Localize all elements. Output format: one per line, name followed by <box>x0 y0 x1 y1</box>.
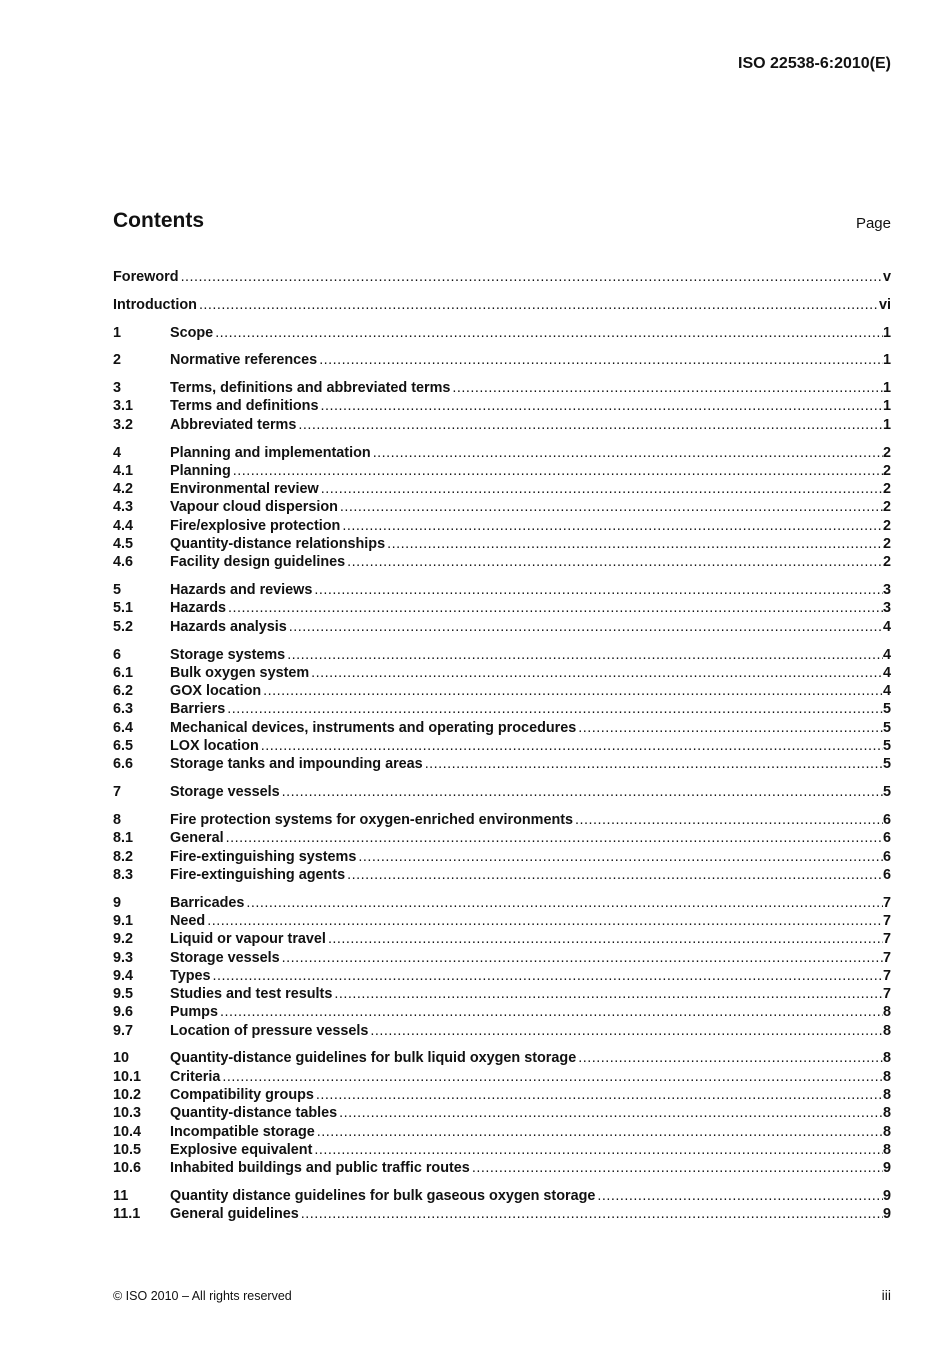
toc-entry-page: 8 <box>882 1022 891 1039</box>
toc-dot-leader <box>220 1068 883 1086</box>
toc-entry-page: 1 <box>882 416 891 433</box>
toc-entry-page: 2 <box>882 444 891 461</box>
toc-entry-page: 9 <box>882 1206 891 1223</box>
toc-entry-number: 4.5 <box>113 536 134 553</box>
toc-entry[interactable] <box>113 416 891 434</box>
toc-entry-number: 9.6 <box>113 1004 134 1021</box>
toc-entry-page: 5 <box>882 784 891 801</box>
toc-dot-leader <box>371 444 883 462</box>
copyright-notice: © ISO 2010 – All rights reserved <box>113 1289 292 1303</box>
page-title: Contents <box>113 209 204 232</box>
toc-dot-leader <box>259 737 883 755</box>
toc-entry-title: Fire-extinguishing systems <box>170 848 357 865</box>
toc-dot-leader <box>309 664 883 682</box>
toc-dot-leader <box>317 351 883 369</box>
toc-dot-leader <box>450 379 883 397</box>
toc-dot-leader <box>337 1104 883 1122</box>
toc-entry[interactable] <box>113 268 891 286</box>
toc-entry[interactable] <box>113 1022 891 1040</box>
toc-dot-leader <box>332 985 883 1003</box>
toc-entry[interactable] <box>113 1159 891 1177</box>
toc-dot-leader <box>197 296 879 314</box>
toc-dot-leader <box>318 397 883 415</box>
toc-dot-leader <box>315 1123 883 1141</box>
toc-entry[interactable] <box>113 700 891 718</box>
toc-entry-title: Normative references <box>170 352 318 369</box>
toc-entry-number: 4.6 <box>113 554 134 571</box>
toc-entry-page: 4 <box>882 664 891 681</box>
page-number: iii <box>881 1287 891 1303</box>
toc-dot-leader <box>314 1086 883 1104</box>
toc-dot-leader <box>225 700 883 718</box>
toc-entry-page: 2 <box>882 554 891 571</box>
toc-dot-leader <box>226 599 883 617</box>
toc-dot-leader <box>280 783 883 801</box>
toc-entry-page: 8 <box>882 1004 891 1021</box>
toc-dot-leader <box>213 324 883 342</box>
toc-dot-leader <box>576 1049 883 1067</box>
toc-entry[interactable] <box>113 930 891 948</box>
toc-entry-number: 5 <box>113 582 122 599</box>
toc-entry-title: GOX location <box>170 683 262 700</box>
toc-entry-title: Vapour cloud dispersion <box>170 499 338 516</box>
toc-entry-title: Environmental review <box>170 481 319 498</box>
toc-entry-page: 7 <box>882 967 891 984</box>
toc-entry-number: 9.1 <box>113 912 134 929</box>
toc-entry-title: LOX location <box>170 738 259 755</box>
toc-entry-number: 4 <box>113 444 122 461</box>
toc-entry-number: 11 <box>113 1188 129 1205</box>
toc-entry-number: 4.1 <box>113 462 134 479</box>
toc-entry-title: Quantity distance guidelines for bulk gaseous oxygen storage <box>170 1188 596 1205</box>
toc-dot-leader <box>280 949 883 967</box>
toc-entry-title: Incompatible storage <box>170 1123 315 1140</box>
toc-entry-number: 6.3 <box>113 701 134 718</box>
toc-entry-number: 8 <box>113 811 122 828</box>
toc-entry[interactable] <box>113 811 891 829</box>
toc-entry-page: vi <box>878 296 891 313</box>
toc-entry[interactable] <box>113 581 891 599</box>
toc-dot-leader <box>231 462 883 480</box>
toc-entry-number: 5.2 <box>113 618 134 635</box>
toc-entry-title: Quantity-distance tables <box>170 1105 338 1122</box>
toc-entry-page: 2 <box>882 536 891 553</box>
toc-entry-page: 1 <box>882 352 891 369</box>
toc-entry[interactable] <box>113 296 891 314</box>
toc-entry-page: 5 <box>882 738 891 755</box>
toc-entry[interactable] <box>113 498 891 516</box>
toc-entry[interactable] <box>113 985 891 1003</box>
toc-entry[interactable] <box>113 1086 891 1104</box>
toc-entry-page: 6 <box>882 830 891 847</box>
toc-entry[interactable] <box>113 866 891 884</box>
toc-dot-leader <box>287 618 883 636</box>
toc-entry-page: 8 <box>882 1087 891 1104</box>
toc-entry-title: Compatibility groups <box>170 1087 314 1104</box>
toc-entry-number: 6.5 <box>113 738 134 755</box>
toc-entry-number: 9.4 <box>113 967 134 984</box>
toc-entry[interactable] <box>113 599 891 617</box>
toc-entry[interactable] <box>113 1003 891 1021</box>
toc-entry-title: Inhabited buildings and public traffic routes <box>170 1160 470 1177</box>
toc-dot-leader <box>326 930 883 948</box>
toc-entry-title: Abbreviated terms <box>170 416 297 433</box>
toc-entry-title: Storage tanks and impounding areas <box>170 756 423 773</box>
document-id: ISO 22538-6:2010(E) <box>738 55 891 72</box>
toc-entry-number: 3.1 <box>113 398 134 415</box>
toc-dot-leader <box>296 416 883 434</box>
toc-entry[interactable] <box>113 646 891 664</box>
toc-entry-title: Barriers <box>170 701 226 718</box>
toc-entry-title: Hazards analysis <box>170 618 287 635</box>
toc-dot-leader <box>244 894 883 912</box>
toc-entry-number: 3.2 <box>113 416 134 433</box>
toc-entry[interactable] <box>113 949 891 967</box>
toc-entry-number: 10.3 <box>113 1105 142 1122</box>
toc-entry-page: 4 <box>882 683 891 700</box>
toc-entry-page: 1 <box>882 398 891 415</box>
toc-entry[interactable] <box>113 848 891 866</box>
toc-entry[interactable] <box>113 682 891 700</box>
toc-entry[interactable] <box>113 462 891 480</box>
toc-entry-number: 10.2 <box>113 1087 142 1104</box>
toc-entry-number: 6.4 <box>113 719 134 736</box>
toc-dot-leader <box>319 480 883 498</box>
toc-entry[interactable] <box>113 1205 891 1223</box>
toc-entry[interactable] <box>113 829 891 847</box>
toc-entry[interactable] <box>113 553 891 571</box>
toc-entry-title: Bulk oxygen system <box>170 664 310 681</box>
toc-entry-page: 7 <box>882 894 891 911</box>
toc-dot-leader <box>285 646 883 664</box>
toc-dot-leader <box>218 1003 883 1021</box>
toc-dot-leader <box>345 866 883 884</box>
toc-entry[interactable] <box>113 894 891 912</box>
toc-entry[interactable] <box>113 480 891 498</box>
toc-entry-title: Hazards and reviews <box>170 582 313 599</box>
toc-entry-page: 7 <box>882 949 891 966</box>
toc-entry-number: 10.4 <box>113 1123 142 1140</box>
toc-entry-title: Location of pressure vessels <box>170 1022 369 1039</box>
toc-dot-leader <box>345 553 883 571</box>
toc-entry-title: General <box>170 830 224 847</box>
toc-entry-page: 2 <box>882 481 891 498</box>
toc-dot-leader <box>385 535 883 553</box>
toc-entry-page: 5 <box>882 756 891 773</box>
toc-entry[interactable] <box>113 912 891 930</box>
toc-entry[interactable] <box>113 783 891 801</box>
toc-entry-page: 6 <box>882 811 891 828</box>
toc-entry-number: 10.1 <box>113 1068 142 1085</box>
toc-entry-title: Storage vessels <box>170 784 280 801</box>
toc-entry-number: 5.1 <box>113 600 134 617</box>
toc-entry-page: 5 <box>882 719 891 736</box>
toc-entry-number: 9.5 <box>113 986 134 1003</box>
table-of-contents <box>113 268 891 1224</box>
toc-entry[interactable] <box>113 967 891 985</box>
toc-entry-title: Barricades <box>170 894 245 911</box>
toc-entry-number: 6.6 <box>113 756 134 773</box>
toc-entry-title: Terms, definitions and abbreviated terms <box>170 380 451 397</box>
toc-entry-page: 8 <box>882 1068 891 1085</box>
toc-entry-title: Planning and implementation <box>170 444 371 461</box>
toc-entry-page: 8 <box>882 1123 891 1140</box>
toc-entry-page: 1 <box>882 324 891 341</box>
toc-entry-title: Fire/explosive protection <box>170 517 341 534</box>
toc-entry-title: Explosive equivalent <box>170 1141 313 1158</box>
toc-entry-title: Planning <box>170 462 231 479</box>
toc-entry-page: 9 <box>882 1188 891 1205</box>
toc-entry[interactable] <box>113 719 891 737</box>
toc-dot-leader <box>573 811 883 829</box>
toc-dot-leader <box>368 1022 883 1040</box>
toc-dot-leader <box>312 581 883 599</box>
toc-entry[interactable] <box>113 1049 891 1067</box>
toc-entry-number: 6 <box>113 646 122 663</box>
toc-entry-number: 9.3 <box>113 949 134 966</box>
toc-entry[interactable] <box>113 618 891 636</box>
toc-entry-page: 6 <box>882 848 891 865</box>
page-column-label: Page <box>855 215 891 232</box>
toc-dot-leader <box>224 829 883 847</box>
toc-entry[interactable] <box>113 379 891 397</box>
toc-entry-page: 8 <box>882 1050 891 1067</box>
toc-dot-leader <box>356 848 883 866</box>
toc-entry-number: 4.3 <box>113 499 134 516</box>
toc-entry[interactable] <box>113 535 891 553</box>
toc-entry-number: 10.5 <box>113 1141 142 1158</box>
toc-entry-title: Need <box>170 912 206 929</box>
toc-entry-title: Facility design guidelines <box>170 554 346 571</box>
toc-entry-title: Terms and definitions <box>170 398 319 415</box>
toc-entry-number: 8.2 <box>113 848 134 865</box>
toc-entry[interactable] <box>113 664 891 682</box>
toc-entry-page: 3 <box>882 582 891 599</box>
toc-dot-leader <box>299 1205 883 1223</box>
toc-entry-number: 10 <box>113 1050 130 1067</box>
toc-entry-number: 2 <box>113 352 122 369</box>
toc-entry-title: Liquid or vapour travel <box>170 931 326 948</box>
toc-entry-number: 6.2 <box>113 683 134 700</box>
toc-entry-number: 3 <box>113 380 122 397</box>
toc-dot-leader <box>312 1141 883 1159</box>
toc-entry-page: 2 <box>882 499 891 516</box>
toc-entry[interactable] <box>113 1187 891 1205</box>
toc-entry[interactable] <box>113 737 891 755</box>
toc-entry-title: Introduction <box>113 296 197 313</box>
toc-entry-number: 4.2 <box>113 481 134 498</box>
toc-entry[interactable] <box>113 444 891 462</box>
toc-entry-title: Pumps <box>170 1004 218 1021</box>
toc-dot-leader <box>423 755 883 773</box>
toc-entry-title: Storage systems <box>170 646 286 663</box>
toc-dot-leader <box>261 682 883 700</box>
toc-entry-number: 10.6 <box>113 1160 142 1177</box>
toc-entry[interactable] <box>113 1104 891 1122</box>
toc-entry-title: Studies and test results <box>170 986 333 1003</box>
toc-entry[interactable] <box>113 324 891 342</box>
toc-dot-leader <box>211 967 883 985</box>
toc-entry-page: 4 <box>882 618 891 635</box>
toc-entry-page: 4 <box>882 646 891 663</box>
toc-entry-page: 8 <box>882 1141 891 1158</box>
toc-entry[interactable] <box>113 1141 891 1159</box>
toc-entry-title: Storage vessels <box>170 949 280 966</box>
toc-entry-number: 4.4 <box>113 517 134 534</box>
toc-entry-number: 8.1 <box>113 830 134 847</box>
toc-entry-title: Fire-extinguishing agents <box>170 866 346 883</box>
toc-entry[interactable] <box>113 755 891 773</box>
toc-entry-number: 11.1 <box>113 1206 141 1223</box>
toc-entry-page: 5 <box>882 701 891 718</box>
toc-entry-page: 1 <box>882 380 891 397</box>
toc-dot-leader <box>576 719 883 737</box>
toc-entry-page: 8 <box>882 1105 891 1122</box>
toc-entry-page: 6 <box>882 866 891 883</box>
toc-dot-leader <box>595 1187 883 1205</box>
toc-entry-page: 2 <box>882 462 891 479</box>
toc-entry-page: 3 <box>882 600 891 617</box>
toc-entry-title: Fire protection systems for oxygen-enriched environments <box>170 811 574 828</box>
toc-entry[interactable] <box>113 397 891 415</box>
toc-entry[interactable] <box>113 1068 891 1086</box>
toc-dot-leader <box>340 517 883 535</box>
toc-dot-leader <box>470 1159 883 1177</box>
toc-entry-title: Mechanical devices, instruments and operating procedures <box>170 719 577 736</box>
toc-entry-title: Foreword <box>113 269 179 285</box>
toc-entry-title: General guidelines <box>170 1206 299 1223</box>
toc-entry-page: 7 <box>882 912 891 929</box>
toc-dot-leader <box>179 268 883 286</box>
toc-entry-number: 6.1 <box>113 664 134 681</box>
toc-entry-title: Criteria <box>170 1068 221 1085</box>
toc-entry[interactable] <box>113 517 891 535</box>
toc-entry-number: 1 <box>113 324 122 341</box>
toc-entry-title: Quantity-distance guidelines for bulk liquid oxygen storage <box>170 1050 577 1067</box>
toc-entry-number: 9.2 <box>113 931 134 948</box>
toc-entry-number: 7 <box>113 784 122 801</box>
toc-entry-title: Quantity-distance relationships <box>170 536 386 553</box>
toc-entry-number: 8.3 <box>113 866 134 883</box>
toc-entry-number: 9.7 <box>113 1022 134 1039</box>
toc-entry-page: 7 <box>882 931 891 948</box>
toc-entry-page: 2 <box>882 517 891 534</box>
toc-entry[interactable] <box>113 1123 891 1141</box>
toc-entry-number: 9 <box>113 894 122 911</box>
toc-entry-title: Types <box>170 967 211 984</box>
toc-entry-title: Scope <box>170 324 214 341</box>
toc-entry[interactable] <box>113 351 891 369</box>
toc-entry-page: 7 <box>882 986 891 1003</box>
toc-dot-leader <box>338 498 883 516</box>
toc-entry-title: Hazards <box>170 600 226 617</box>
toc-entry-page: v <box>882 269 891 285</box>
toc-dot-leader <box>205 912 883 930</box>
toc-entry-page: 9 <box>882 1160 891 1177</box>
